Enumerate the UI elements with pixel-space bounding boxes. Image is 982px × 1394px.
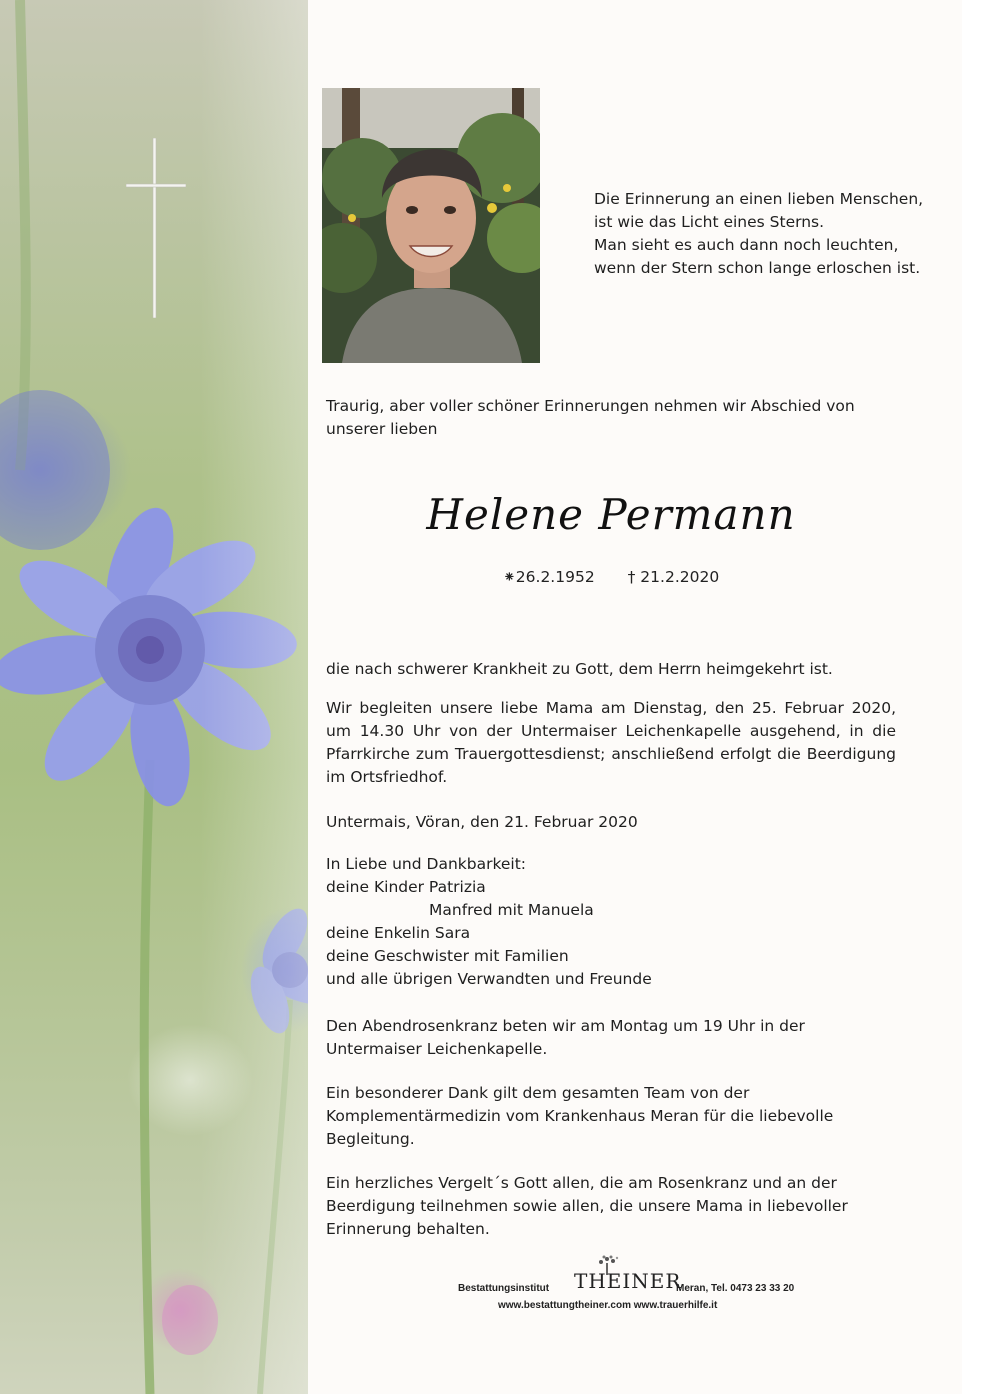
quote-line: ist wie das Licht eines Sterns.: [594, 213, 825, 231]
funeral-home-label: Bestattungsinstitut: [458, 1283, 550, 1294]
rosary-notice: Den Abendrosenkranz beten wir am Montag um 19 Uhr in der Untermaiser Leichenkapelle.: [326, 1017, 805, 1058]
birth-date: ⁕26.2.1952: [502, 568, 595, 586]
cross-icon: [126, 138, 186, 318]
thanks-notice: Ein besonderer Dank gilt dem gesamten Team von der Komplementärmedizin vom Krankenhaus Meran für die liebevolle Begleitung.: [326, 1084, 834, 1148]
funeral-home-websites: www.bestattungtheiner.com www.trauerhilfe.it: [498, 1300, 718, 1311]
family-list: [326, 853, 896, 991]
quote-line: Die Erinnerung an einen lieben Menschen,: [594, 190, 924, 208]
family-line: deine Enkelin Sara: [326, 924, 471, 942]
quote-line: Man sieht es auch dann noch leuchten,: [594, 236, 899, 254]
funeral-home-logo: THEINER: [574, 1269, 682, 1293]
intro-text: Traurig, aber voller schöner Erinnerungen nehmen wir Abschied von unserer lieben: [326, 397, 855, 438]
family-line: Manfred mit Manuela: [429, 901, 594, 919]
final-thanks: Ein herzliches Vergelt´s Gott allen, die am Rosenkranz und an der Beerdigung teilnehmen sowie allen, die unsere Mama in liebevoller Erinnerung behalten.: [326, 1174, 848, 1238]
deceased-name: Helene Permann: [426, 490, 796, 539]
passing-text: die nach schwerer Krankheit zu Gott, dem Herrn heimgekehrt ist.: [326, 660, 833, 678]
family-line: deine Kinder Patrizia: [326, 878, 486, 896]
family-line: und alle übrigen Verwandten und Freunde: [326, 970, 652, 988]
quote-line: wenn der Stern schon lange erloschen ist.: [594, 259, 921, 277]
family-line: In Liebe und Dankbarkeit:: [326, 855, 527, 873]
right-margin: [962, 0, 982, 1394]
family-line: deine Geschwister mit Familien: [326, 947, 569, 965]
life-dates: [326, 568, 896, 586]
memorial-quote: [594, 188, 934, 280]
funeral-home-contact: Meran, Tel. 0473 23 33 20: [676, 1283, 795, 1294]
background-fade: [200, 0, 310, 1394]
portrait-photo: [322, 88, 540, 363]
place-date: Untermais, Vöran, den 21. Februar 2020: [326, 813, 638, 831]
death-date: † 21.2.2020: [627, 568, 720, 586]
funeral-details: Wir begleiten unsere liebe Mama am Dienstag, den 25. Februar 2020, um 14.30 Uhr von der Untermaiser Leichenkapelle ausgehend, in die Pfarrkirche zum Trauergottesdienst; anschließend erfolgt die Beerdigung im Ortsfriedhof.: [326, 699, 896, 786]
